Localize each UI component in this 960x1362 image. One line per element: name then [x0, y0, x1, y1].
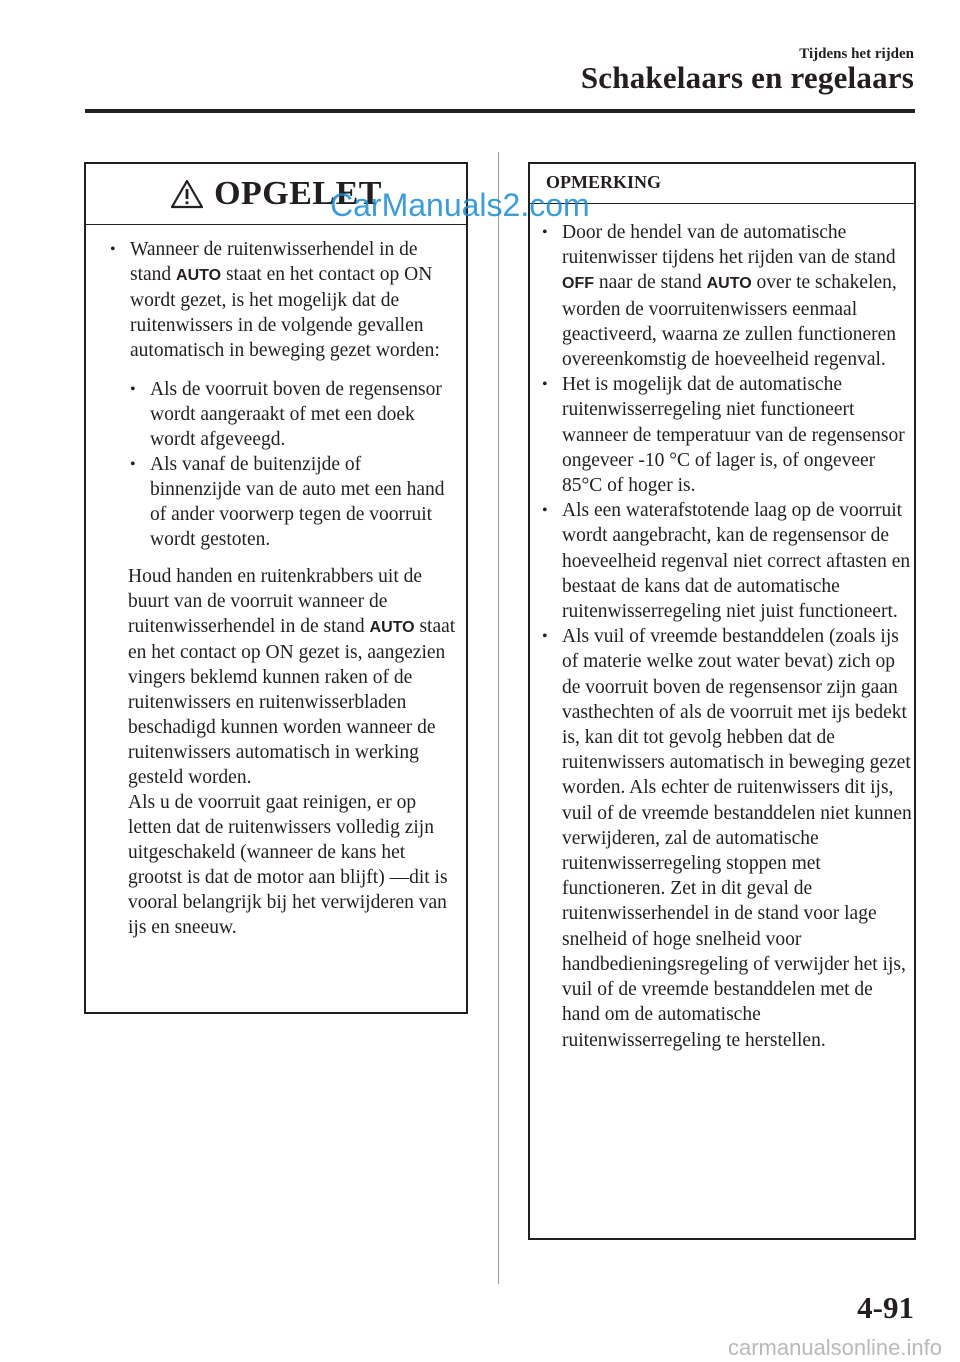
note-bullet: • Door de hendel van de automatische ruitenwisser tijdens het rijden van de stand OFF naar de stand AUTO over te schakelen, worden de voorruitenwissers eenmaal geactiveerd, waarna ze zullen functioneren overeenkomstig de hoeveelheid regenval.: [542, 222, 897, 371]
note-bullet: • Als vuil of vreemde bestanddelen (zoals ijs of materie welke zout water bevat) zich op de voorruit boven de regensensor zijn gaan vasthechten of als de voorruit met ijs bedekt is, kan dit tot gevolg hebben dat de ruitenwissers automatisch in beweging gezet worden. Als echter de ruitenwissers dit ijs, vuil of de vreemde bestanddelen niet kunnen verwijderen, zal de automatische ruitenwisserregeling stoppen met functioneren. Zet in dit geval de ruitenwisserhendel in de stand voor lage snelheid of hoge snelheid voor handbedieningsregeling of verwijder het ijs, vuil of de vreemde bestanddelen met de hand om de automatische ruitenwisserregeling te herstellen.: [542, 626, 912, 1051]
header-rule: [85, 109, 915, 113]
note-box: [528, 162, 916, 1240]
note-bullet: • Het is mogelijk dat de automatische ruitenwisserregeling niet functioneert wanneer de temperatuur van de regensensor ongeveer -10 °C of lager is, of ongeveer 85°C of hoger is.: [542, 374, 905, 497]
auto-keyword: AUTO: [176, 267, 222, 284]
caution-bullet-1: • Wanneer de ruitenwisserhendel in de stand AUTO staat en het contact op ON wordt gezet, is het mogelijk dat de ruitenwissers in de volgende gevallen automatisch in beweging gezet worden:: [110, 239, 440, 361]
caution-title: OPGELET: [214, 175, 382, 212]
caution-subitem: • Als de voorruit boven de regensensor wordt aangeraakt of met een doek wordt afgeveegd.: [130, 379, 442, 450]
footer-watermark: carmanualsonline.info: [727, 1335, 942, 1360]
note-bullet: • Als een waterafstotende laag op de voorruit wordt aangebracht, kan de regensensor de hoeveelheid regenval niet correct aftasten en bestaat de kans dat de automatische ruitenwisserregeling niet juist functioneert.: [542, 500, 911, 623]
header-section: Tijdens het rijden: [799, 46, 914, 62]
note-body: [530, 204, 914, 1053]
page-title: Schakelaars en regelaars: [580, 60, 914, 95]
column-divider: [498, 152, 499, 1284]
caution-paragraph: Houd handen en ruitenkrabbers uit de buurt van de voorruit wanneer de ruitenwisserhendel in de stand AUTO staat en het contact op ON gezet is, aangezien vingers beklemd kunnen raken of de ruitenwissers en ruitenwisserbladen beschadigd kunnen worden wanneer de ruitenwissers automatisch in werking gesteld worden. Als u de voorruit gaat reinigen, er op letten dat de ruitenwissers volledig zijn uitgeschakeld (wanneer de kans het grootst is dat de motor aan blijft) —dit is vooral belangrijk bij het verwijderen van ijs en sneeuw.: [128, 564, 460, 940]
off-keyword: OFF: [562, 275, 594, 293]
caution-paragraph-2: Als u de voorruit gaat reinigen, er op letten dat de ruitenwissers volledig zijn uitgeschakeld (wanneer de kans het grootst is dat de motor aan blijft) —dit is vooral belangrijk bij het verwijderen van ijs en sneeuw.: [128, 792, 448, 938]
bullet-marker: •: [110, 241, 116, 258]
caution-box: [84, 162, 468, 1014]
page-number: 4-91: [857, 1290, 914, 1325]
caution-item1-line1: Wanneer de ruitenwisserhendel in de: [130, 239, 418, 260]
watermark: CarManuals2.com: [330, 187, 590, 223]
auto-keyword: AUTO: [706, 275, 752, 293]
caution-subitem: • Als vanaf de buitenzijde of binnenzijde van de auto met een hand of ander voorwerp tegen de voorruit wordt gestoten.: [130, 454, 445, 550]
caution-sublist: [128, 377, 460, 552]
note-title: OPMERKING: [530, 164, 914, 204]
auto-keyword: AUTO: [369, 619, 415, 636]
warning-triangle-icon: [170, 179, 204, 209]
caution-body: [86, 225, 466, 940]
